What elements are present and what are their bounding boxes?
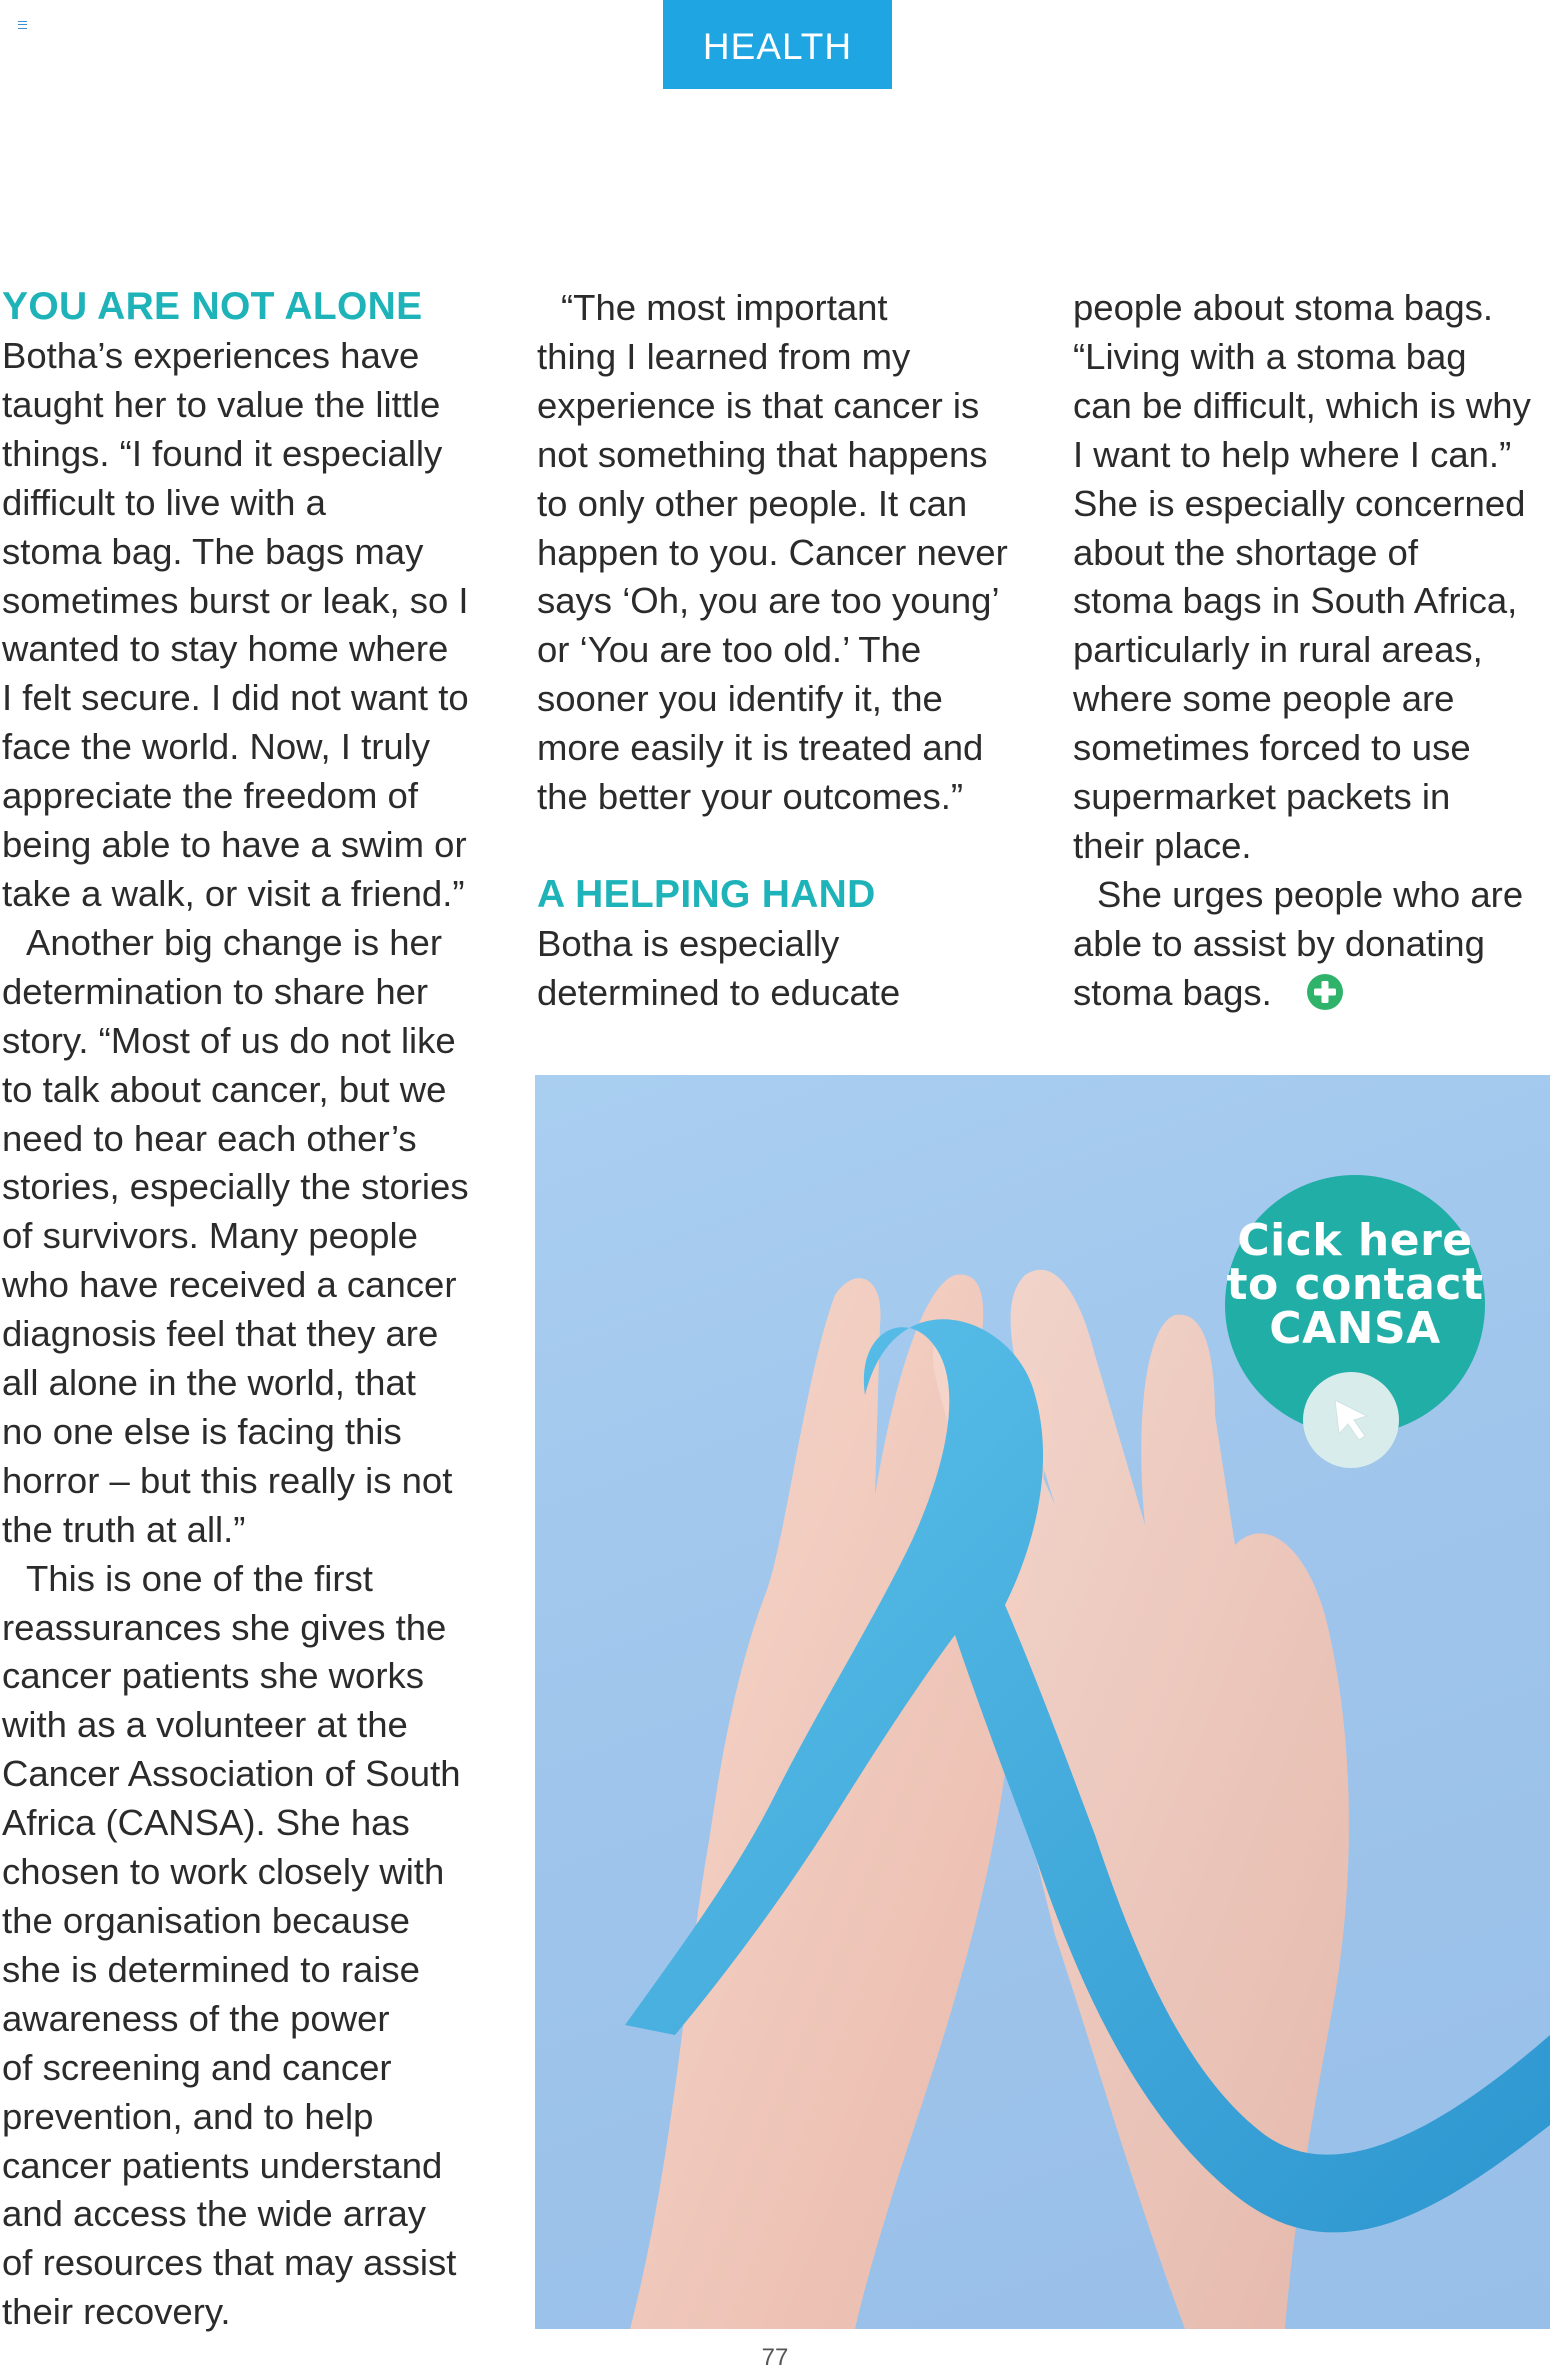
cta-line-2: to contact [1226, 1259, 1484, 1310]
paragraph: Botha is especially determined to educate [537, 922, 901, 1013]
section-label-health [663, 0, 892, 89]
paragraph: people about stoma bags. “Living with a stoma bag can be difficult, which is why I want to help where I can.” [1073, 287, 1531, 475]
heading-you-are-not-alone: YOU ARE NOT ALONE [2, 285, 423, 328]
cta-line-1: Cick here [1237, 1215, 1473, 1266]
cta-line-3: CANSA [1269, 1303, 1441, 1354]
heading-a-helping-hand: A HELPING HAND [537, 872, 876, 916]
article-column-2 [537, 284, 1037, 1018]
paragraph: Another big change is her determination to share her story. “Most of us do not like to talk about cancer, but we need to hear each other’s stories, especially the stories of survivors. Many people who have received a cancer diagnosis feel that they are all alone in the world, that no one else is facing this horror – but this really is not the truth at all.” [2, 921, 469, 1550]
paragraph: “The most important thing I learned from my experience is that cancer is not something that happens to only other people. It can happen to you. Cancer never says ‘Oh, you are too young’ or ‘You are too old.’ The sooner you identify it, the more easily it is treated and the better your outcomes.” [537, 287, 1008, 818]
paragraph: She is especially concerned about the shortage of stoma bags in South Africa, particularly in rural areas, where some people are sometimes forced to use supermarket packets in their place. [1073, 482, 1526, 866]
page-number: 77 [761, 2344, 789, 2371]
article-column-1 [2, 282, 482, 2337]
paragraph: Botha’s experiences have taught her to value the little things. “I found it especially difficult to live with a stoma bag. The bags may sometimes burst or leak, so I wanted to stay home where I felt secure. I did not want to face the world. Now, I truly appreciate the freedom of being able to have a swim or take a walk, or visit a friend.” [2, 335, 469, 914]
paragraph-final-text: She urges people who are able to assist by donating stoma bags. [1073, 873, 1524, 1013]
plus-circle-icon [1282, 973, 1344, 1024]
paragraph: This is one of the first reassurances she gives the cancer patients she works with as a volunteer at the Cancer Association of South Africa (CANSA). She has chosen to work closely with the organisation because she is determined to raise awareness of the power of screening and cancer prevention, and to help cancer patients understand and access the wide array of resources that may assist their recovery. [2, 1557, 461, 2333]
paragraph-final [1073, 871, 1548, 1024]
cursor-arrow-icon[interactable] [1303, 1372, 1399, 1468]
article-column-3 [1073, 284, 1548, 1024]
hamburger-menu-icon[interactable] [18, 21, 27, 29]
section-label-text: HEALTH [702, 25, 853, 67]
